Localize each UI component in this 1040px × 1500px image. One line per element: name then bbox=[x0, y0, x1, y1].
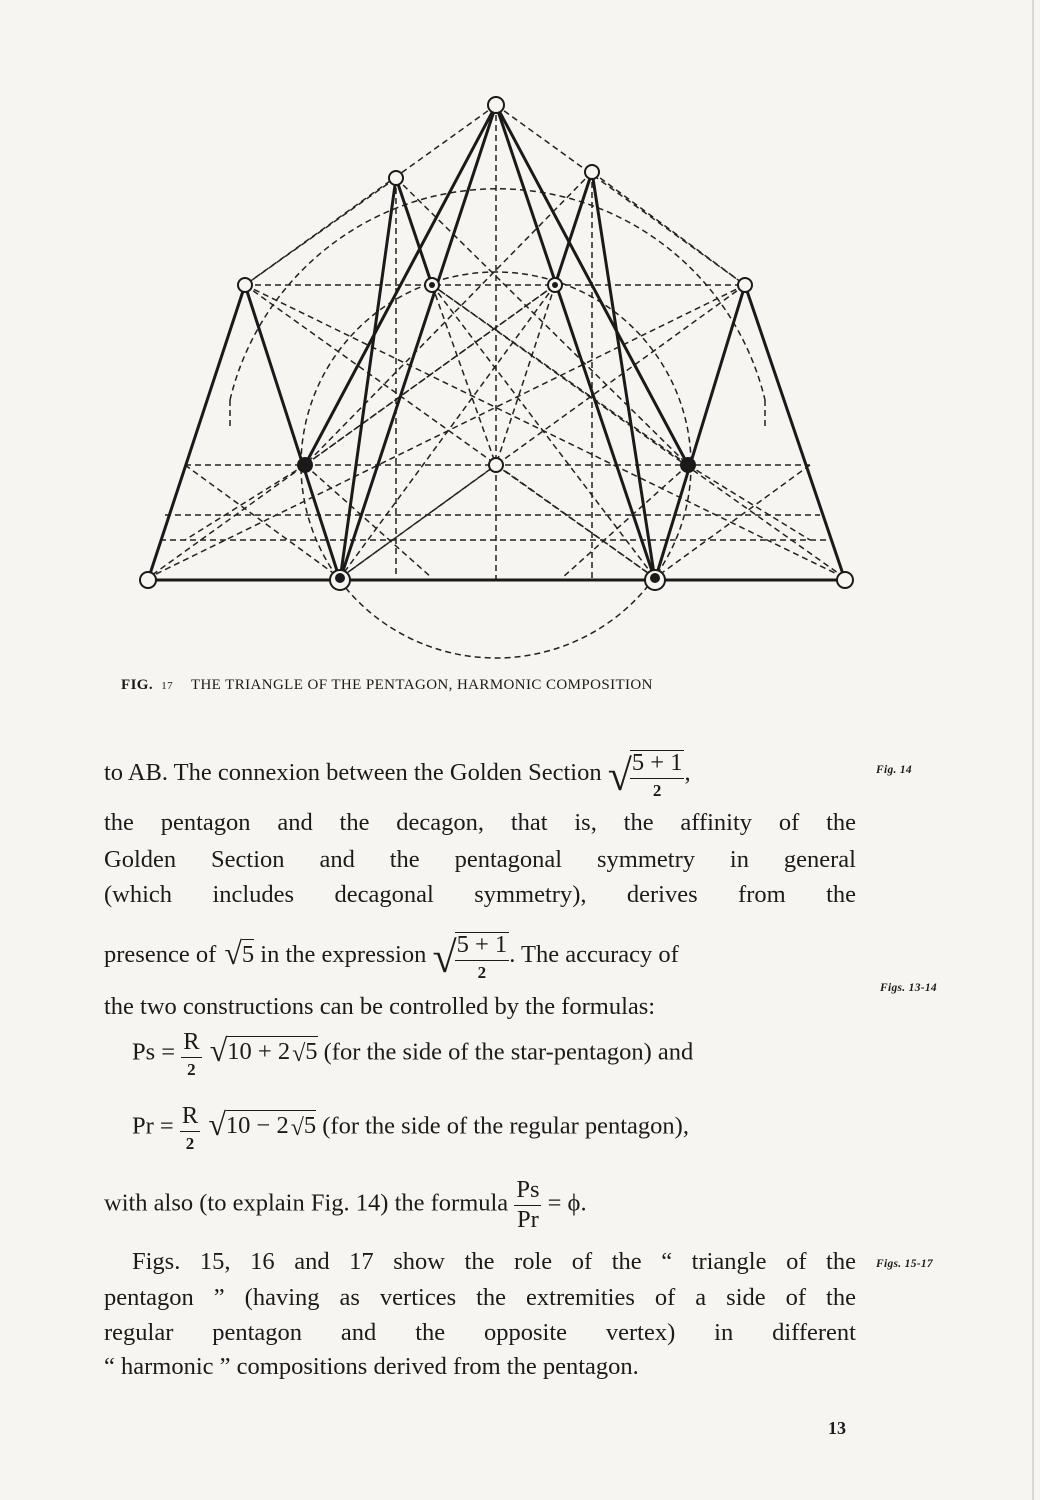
pr-formula bbox=[132, 1104, 689, 1152]
fraction-denominator: 2 bbox=[477, 962, 487, 982]
radical-sign: √ bbox=[208, 1106, 226, 1143]
text-line-4: (which includes decagonal symmetry), derives from the bbox=[104, 881, 856, 908]
figure-label: FIG. bbox=[121, 677, 154, 693]
radical-sign: √ bbox=[432, 932, 457, 982]
paragraph2-line-2: pentagon ” (having as vertices the extremities of a side of the bbox=[104, 1284, 856, 1311]
text-fragment: to AB. The connexion between the Golden Section bbox=[104, 758, 602, 786]
ps-over-pr bbox=[514, 1178, 541, 1232]
paragraph2-line-3: regular pentagon and the opposite vertex) in different bbox=[104, 1319, 856, 1346]
figure-number: 17 bbox=[161, 680, 173, 692]
text-line-2: the pentagon and the decagon, that is, the affinity of the bbox=[104, 809, 856, 836]
ps-formula bbox=[132, 1030, 693, 1078]
radicand-text: 10 + 2 bbox=[227, 1038, 291, 1066]
radicand-five: 5 bbox=[305, 1038, 318, 1066]
radical-sign: √ bbox=[209, 1032, 228, 1069]
paragraph2-line-1: Figs. 15, 16 and 17 show the role of the “ triangle of the bbox=[132, 1248, 856, 1275]
formula-lhs: Ps = bbox=[132, 1038, 176, 1066]
golden-section-fraction bbox=[455, 932, 510, 981]
fraction-denominator: Pr bbox=[517, 1205, 539, 1233]
fraction-numerator: Ps bbox=[514, 1178, 541, 1206]
radicand: 5 bbox=[241, 940, 255, 968]
fraction-denominator: 2 bbox=[185, 1133, 195, 1153]
fraction-denominator: 2 bbox=[187, 1059, 196, 1079]
radicand-text: 10 − 2 bbox=[225, 1112, 289, 1140]
text-fragment: presence of bbox=[104, 940, 217, 968]
fraction-numerator: R bbox=[181, 1030, 201, 1058]
fraction-numerator: 5 + 1 bbox=[630, 750, 685, 779]
page-number: 13 bbox=[828, 1418, 846, 1438]
figure-title: THE TRIANGLE OF THE PENTAGON, HARMONIC COMPOSITION bbox=[190, 677, 653, 693]
formula-note: (for the side of the regular pentagon), bbox=[322, 1112, 689, 1140]
margin-note-figs13-14: Figs. 13-14 bbox=[880, 982, 937, 994]
text-line-3: Golden Section and the pentagonal symmetry in general bbox=[104, 846, 856, 873]
radical-sign: √ bbox=[607, 750, 632, 800]
margin-note-fig14: Fig. 14 bbox=[876, 764, 912, 776]
fraction-numerator: R bbox=[180, 1104, 200, 1132]
formula-lhs: Pr = bbox=[132, 1112, 174, 1140]
margin-note-figs15-17: Figs. 15-17 bbox=[876, 1258, 933, 1270]
text-line-5 bbox=[104, 932, 856, 981]
paragraph2-line-4: “ harmonic ” compositions derived from the pentagon. bbox=[104, 1353, 639, 1380]
pentagon-harmonic-diagram bbox=[120, 90, 880, 680]
radical-sign: √ bbox=[292, 1041, 306, 1068]
formula-note: (for the side of the star-pentagon) and bbox=[323, 1038, 694, 1066]
formula-rhs: = ϕ. bbox=[547, 1189, 587, 1217]
r-over-2 bbox=[181, 1030, 201, 1078]
text-line-6: the two constructions can be controlled by the formulas: bbox=[104, 993, 656, 1020]
fraction-denominator: 2 bbox=[652, 780, 662, 800]
text-line-9 bbox=[104, 1178, 856, 1232]
text-fragment: with also (to explain Fig. 14) the formula bbox=[104, 1189, 509, 1217]
radicand bbox=[227, 1036, 318, 1068]
radical-sign: √ bbox=[224, 934, 242, 971]
fraction-numerator: 5 + 1 bbox=[455, 932, 510, 961]
r-over-2 bbox=[180, 1104, 200, 1152]
figure-caption bbox=[121, 677, 881, 694]
radical-sign: √ bbox=[290, 1115, 304, 1142]
page-edge bbox=[1032, 0, 1034, 1500]
text-fragment: in the expression bbox=[260, 940, 427, 968]
text-fragment: , bbox=[684, 758, 691, 786]
text-line-1 bbox=[104, 750, 856, 799]
text-fragment: . The accuracy of bbox=[509, 940, 679, 968]
radicand bbox=[225, 1110, 317, 1142]
radicand-five: 5 bbox=[303, 1112, 317, 1140]
construction-lines bbox=[148, 105, 845, 658]
golden-section-fraction bbox=[630, 750, 685, 799]
